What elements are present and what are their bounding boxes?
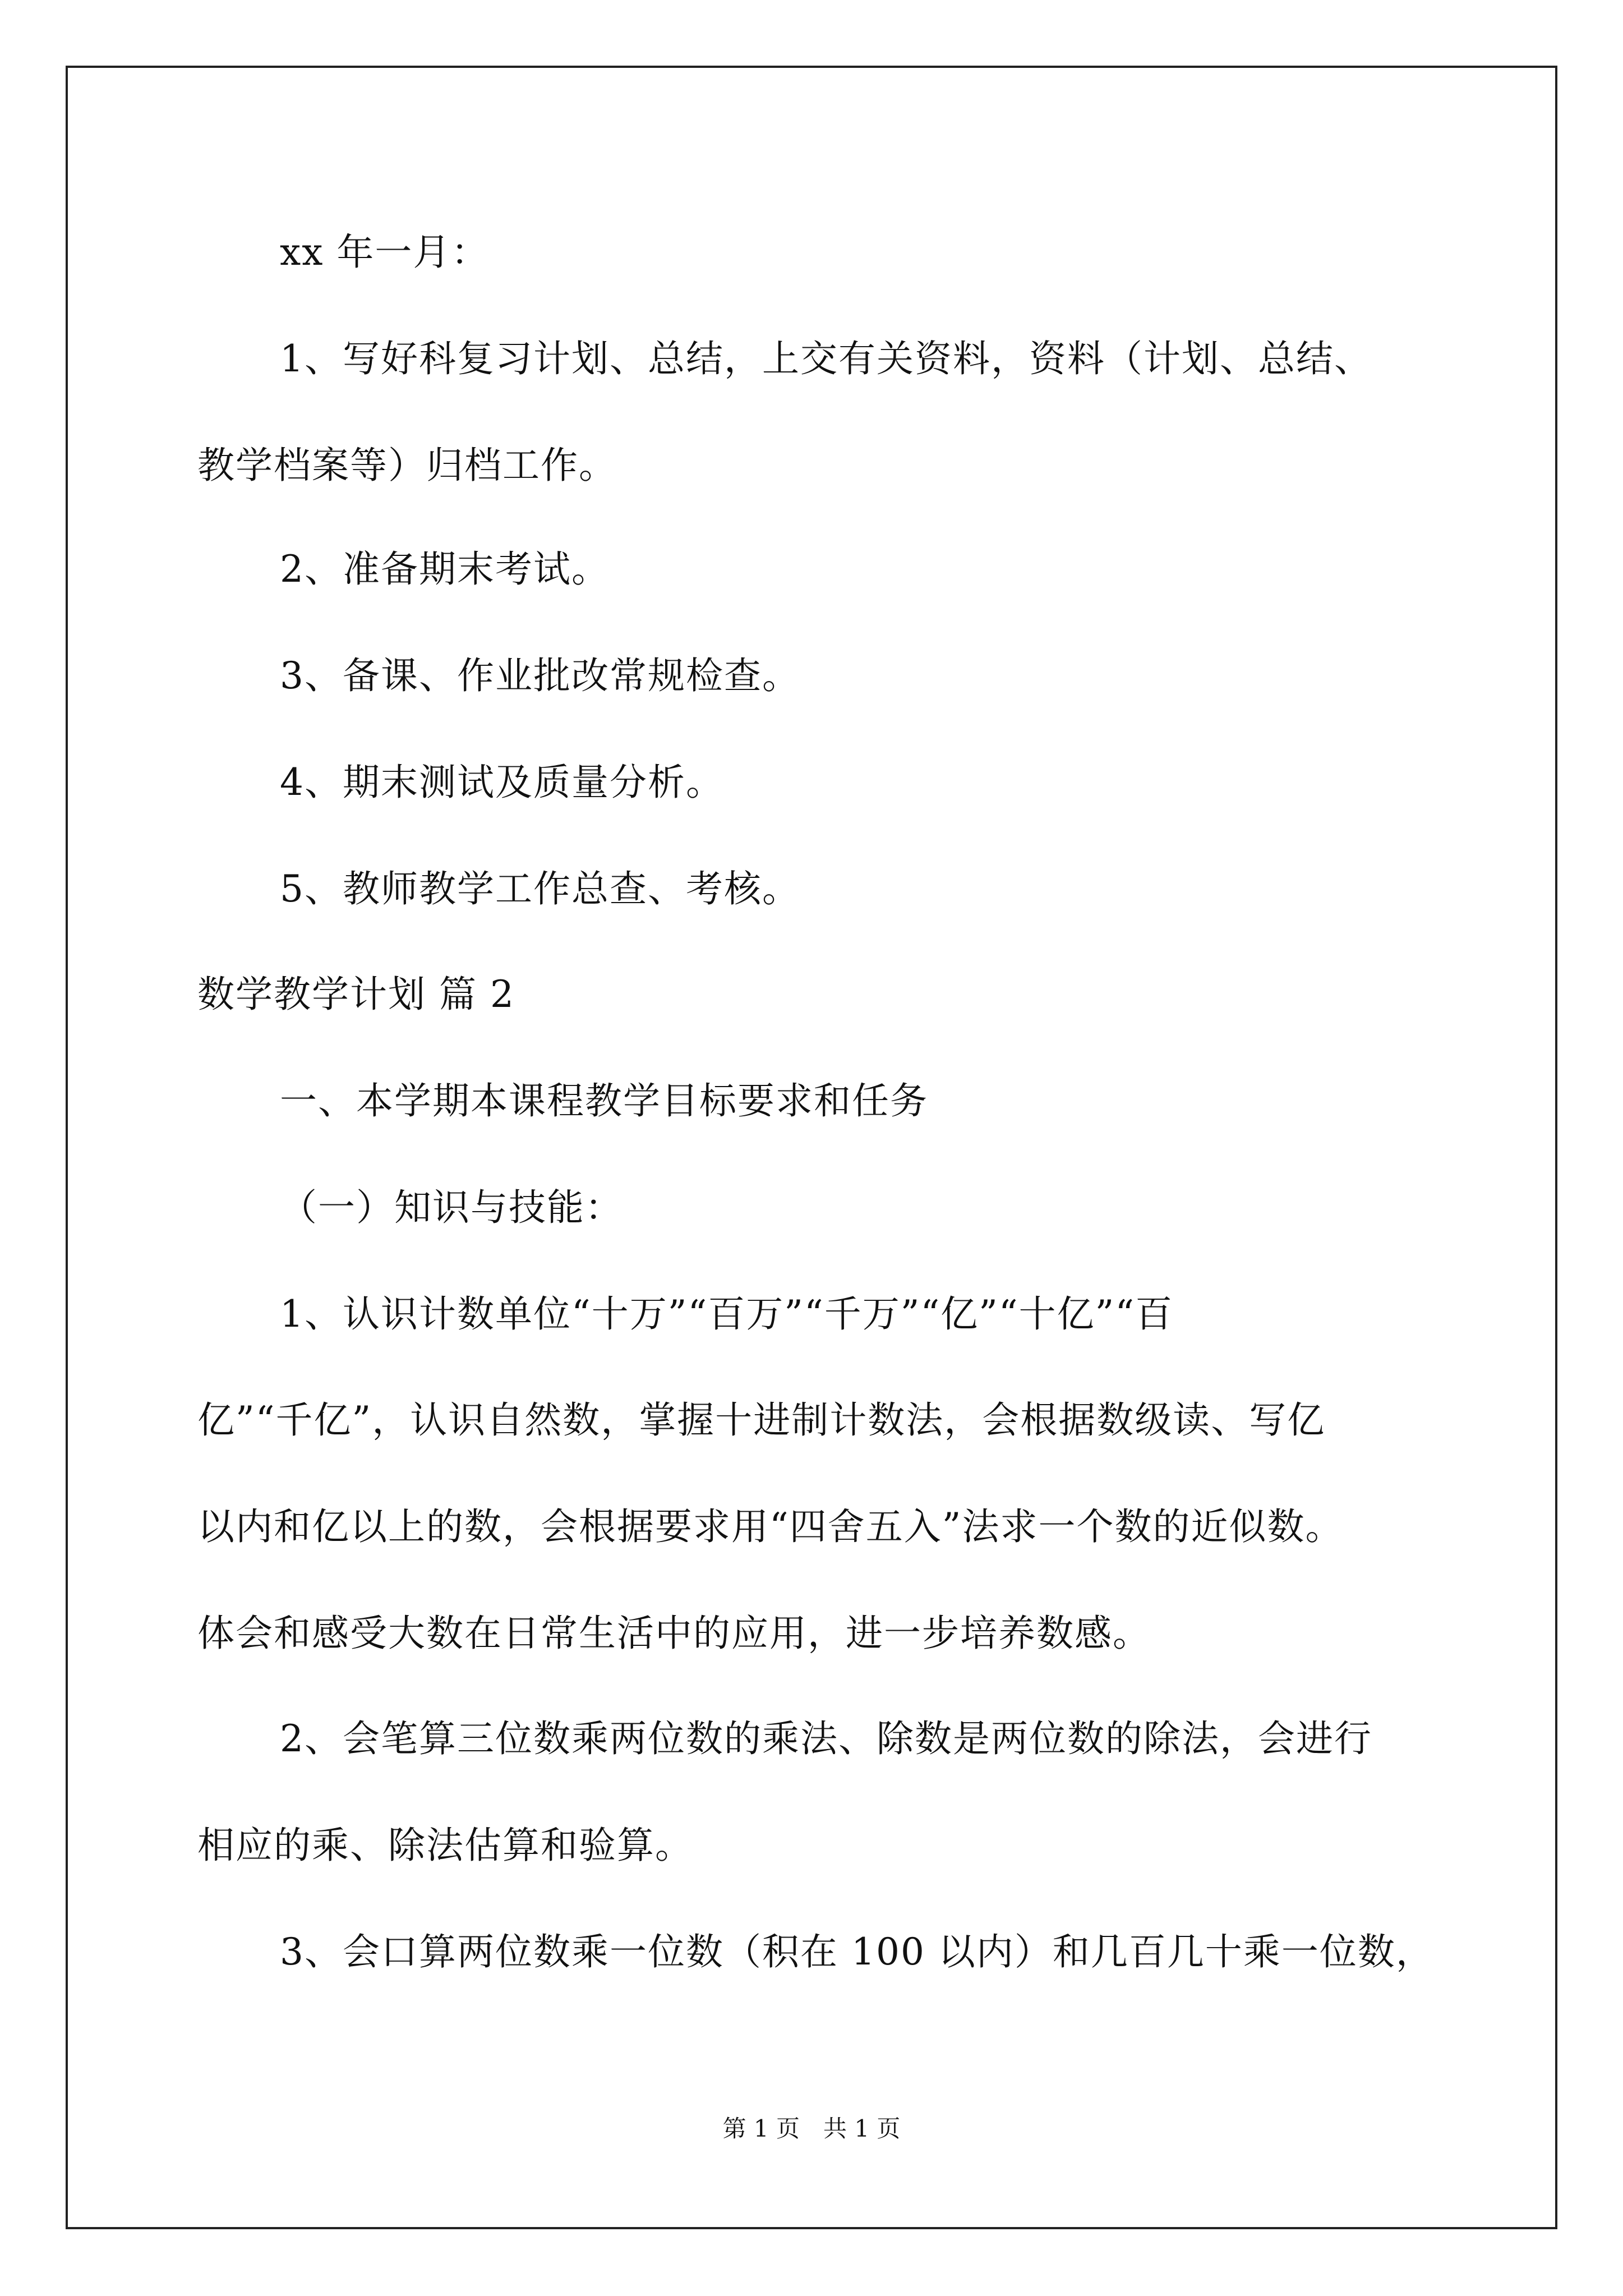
paragraph-line: 3、会口算两位数乘一位数（积在 100 以内）和几百几十乘一位数，	[280, 1930, 1434, 1973]
paragraph-line: 相应的乘、除法估算和验算。	[197, 1824, 693, 1867]
paragraph-line: 3、备课、作业批改常规检查。	[280, 654, 800, 697]
paragraph-line: 2、准备期末考试。	[280, 547, 610, 591]
page-border	[66, 66, 1557, 2229]
paragraph-line: 4、期末测试及质量分析。	[280, 761, 724, 804]
subheading-line: （一）知识与技能：	[280, 1186, 623, 1229]
paragraph-line: 5、教师教学工作总查、考核。	[280, 867, 800, 910]
section-heading: 数学教学计划 篇 2	[197, 973, 515, 1016]
paragraph-line: 亿”“千亿”，认识自然数，掌握十进制计数法，会根据数级读、写亿	[197, 1398, 1326, 1442]
page-footer: 第 1 页 共 1 页	[722, 2115, 901, 2142]
paragraph-line: 体会和感受大数在日常生活中的应用，进一步培养数感。	[197, 1612, 1151, 1655]
date-line: xx 年一月：	[280, 231, 490, 274]
paragraph-line: 一、本学期本课程教学目标要求和任务	[280, 1079, 928, 1122]
paragraph-line: 教学档案等）归档工作。	[197, 444, 617, 487]
paragraph-line: 1、认识计数单位“十万”“百万”“千万”“亿”“十亿”“百	[280, 1292, 1174, 1336]
paragraph-line: 1、写好科复习计划、总结，上交有关资料，资料（计划、总结、	[280, 337, 1372, 380]
paragraph-line: 以内和亿以上的数，会根据要求用“四舍五入”法求一个数的近似数。	[197, 1505, 1344, 1548]
paragraph-line: 2、会笔算三位数乘两位数的乘法、除数是两位数的除法，会进行	[280, 1717, 1372, 1760]
